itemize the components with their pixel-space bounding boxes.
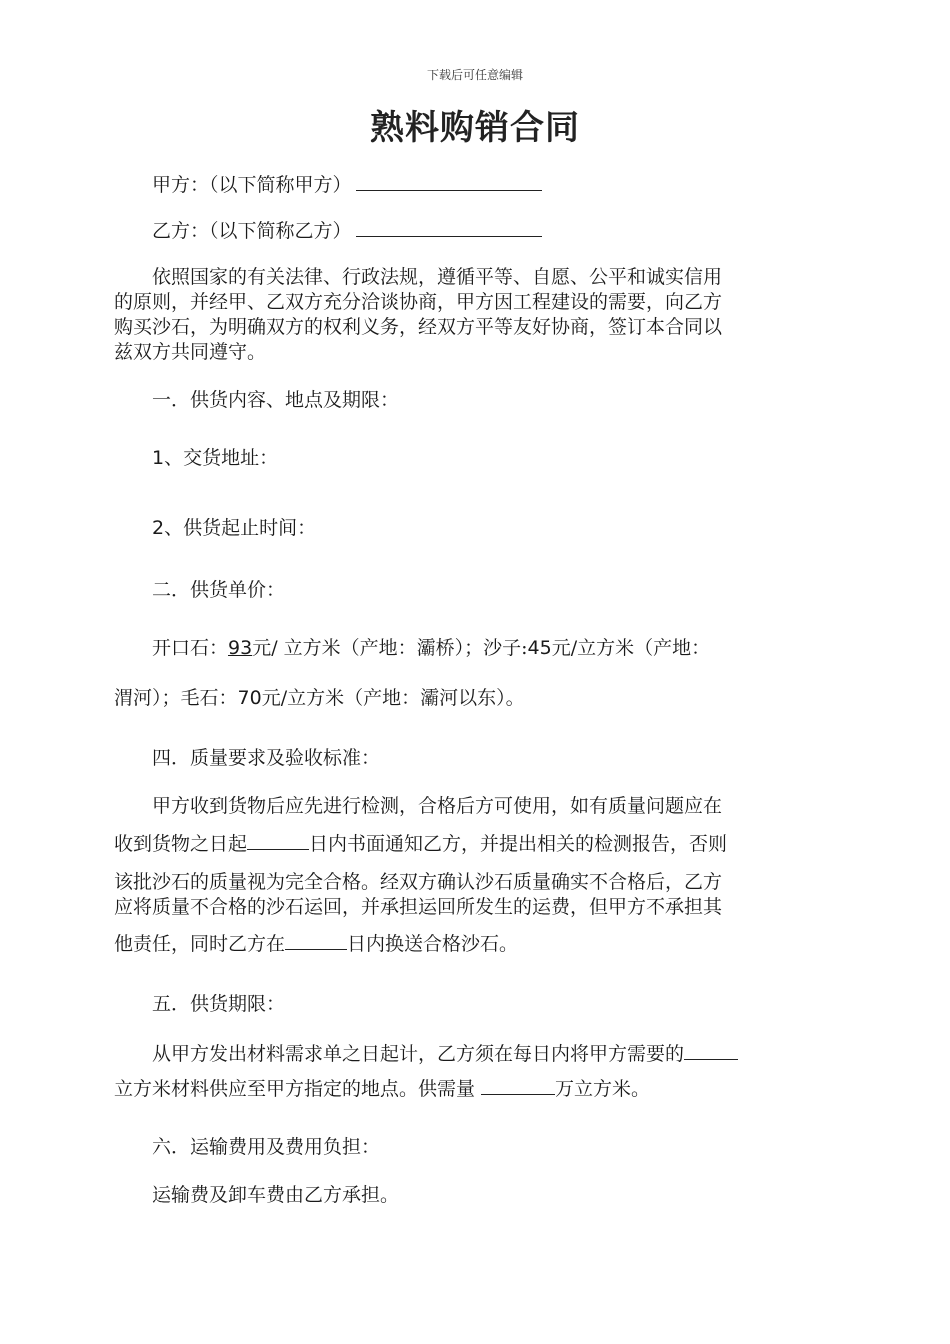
quality-line-1: 甲方收到货物后应先进行检测，合格后方可使用，如有质量问题应在 [152, 795, 723, 817]
item2-text: 、供货起止时间： [164, 517, 317, 539]
price-kaikou: 93 [228, 637, 253, 659]
supply-text: 万立方米。 [555, 1078, 651, 1100]
party-b-label: 乙方：（以下简称乙方） [152, 220, 352, 242]
supply-text: 从甲方发出材料需求单之日起计，乙方须在每日内将甲方需要的 [152, 1043, 685, 1065]
quality-text: 收到货物之日起 [114, 833, 248, 855]
document-title: 熟料购销合同 [370, 108, 580, 148]
item1-text: 、交货地址： [164, 447, 279, 469]
price-text: 元/ 立方米（产地：灞桥）；沙子: [252, 637, 528, 659]
preamble-line-1: 依照国家的有关法律、行政法规，遵循平等、自愿、公平和诚实信用 [152, 266, 723, 288]
supply-text: 立方米材料供应至甲方指定的地点。供需量 [114, 1078, 482, 1100]
total-volume-blank [481, 1074, 555, 1095]
supply-line-1 [152, 1039, 738, 1067]
item1-number: 1 [152, 447, 165, 469]
section1-heading: 一．供货内容、地点及期限： [152, 389, 400, 411]
price-line-2 [114, 685, 525, 711]
item2-number: 2 [152, 517, 165, 539]
transport-line: 运输费及卸车费由乙方承担。 [152, 1184, 400, 1206]
party-b-blank [356, 216, 542, 237]
supply-line-2 [114, 1074, 650, 1102]
daily-volume-blank [684, 1039, 738, 1060]
price-text: 元/立方米（产地：灞河以东）。 [261, 687, 525, 709]
quality-line-3: 该批沙石的质量视为完全合格。经双方确认沙石质量确实不合格后，乙方 [114, 871, 723, 893]
quality-line-5 [114, 929, 518, 957]
price-line-1 [152, 635, 710, 661]
section5-heading: 五．供货期限： [152, 993, 286, 1015]
preamble-line-3: 购买沙石，为明确双方的权利义务，经双方平等友好协商，签订本合同以 [114, 316, 723, 338]
notice-days-blank [247, 829, 309, 850]
quality-text: 日内书面通知乙方，并提出相关的检测报告，否则 [309, 833, 728, 855]
quality-line-4: 应将质量不合格的沙石运回，并承担运回所发生的运费，但甲方不承担其 [114, 896, 723, 918]
price-text: 渭河）；毛石： [114, 687, 238, 709]
price-sand: 45 [527, 637, 552, 659]
quality-line-2 [114, 829, 727, 857]
party-b-line [152, 216, 542, 244]
section6-heading: 六．运输费用及费用负担： [152, 1136, 381, 1158]
replace-days-blank [285, 929, 347, 950]
party-a-line [152, 170, 542, 198]
price-rubble: 70 [237, 687, 262, 709]
supply-period-line [152, 515, 316, 541]
header-note: 下载后可任意编辑 [426, 68, 523, 82]
delivery-address-line [152, 445, 278, 471]
section4-heading: 四．质量要求及验收标准： [152, 747, 381, 769]
quality-text: 日内换送合格沙石。 [347, 933, 519, 955]
preamble-line-2: 的原则，并经甲、乙双方充分洽谈协商，甲方因工程建设的需要，向乙方 [114, 291, 723, 313]
price-text: 元/立方米（产地： [551, 637, 711, 659]
party-a-label: 甲方：（以下简称甲方） [152, 174, 352, 196]
party-a-blank [356, 170, 542, 191]
preamble-line-4: 兹双方共同遵守。 [114, 341, 267, 363]
section2-heading: 二．供货单价： [152, 579, 286, 601]
quality-text: 他责任，同时乙方在 [114, 933, 286, 955]
price-text: 开口石： [152, 637, 229, 659]
